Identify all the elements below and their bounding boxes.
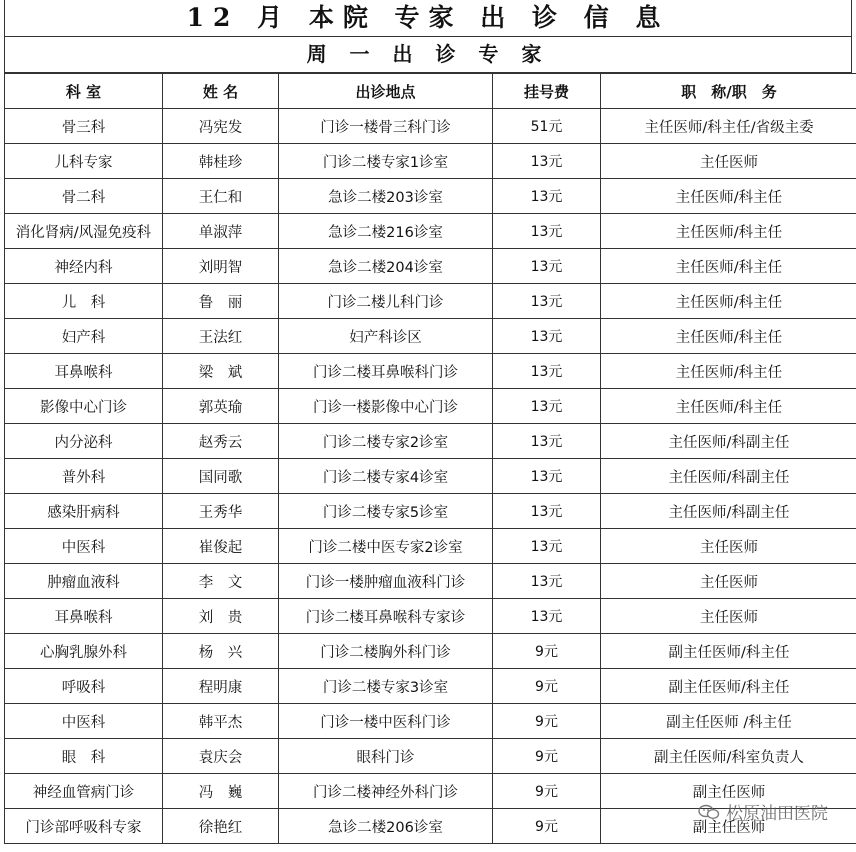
row-dept: 耳鼻喉科: [5, 599, 163, 634]
row-fee: 9元: [493, 669, 601, 704]
row-fee: 9元: [493, 739, 601, 774]
row-name: 刘明智: [163, 249, 279, 284]
table-row: [5, 354, 856, 389]
row-name: 程明康: [163, 669, 279, 704]
row-name: 刘 贵: [163, 599, 279, 634]
row-location: 门诊二楼儿科门诊: [279, 284, 493, 319]
row-dept: 眼 科: [5, 739, 163, 774]
row-name: 冯 巍: [163, 774, 279, 809]
row-dept: 神经内科: [5, 249, 163, 284]
row-dept: 中医科: [5, 704, 163, 739]
header-fee: 挂号费: [493, 74, 601, 109]
wechat-icon: [698, 804, 720, 820]
row-fee: 13元: [493, 214, 601, 249]
page-title: 12 月 本院 专家 出 诊 信 息: [4, 0, 852, 37]
row-name: 韩桂珍: [163, 144, 279, 179]
row-fee: 13元: [493, 319, 601, 354]
row-name: 国同歌: [163, 459, 279, 494]
schedule-sheet: [4, 0, 852, 844]
row-title: 副主任医师/科主任: [601, 669, 856, 704]
table-row: [5, 494, 856, 529]
row-dept: 感染肝病科: [5, 494, 163, 529]
header-name: 姓 名: [163, 74, 279, 109]
table-row: [5, 249, 856, 284]
header-location: 出诊地点: [279, 74, 493, 109]
table-row: [5, 424, 856, 459]
table-body: [5, 109, 856, 844]
row-location: 门诊一楼骨三科门诊: [279, 109, 493, 144]
row-dept: 骨二科: [5, 179, 163, 214]
row-title: 主任医师: [601, 529, 856, 564]
row-location: 眼科门诊: [279, 739, 493, 774]
row-location: 急诊二楼216诊室: [279, 214, 493, 249]
section-subtitle: 周 一 出 诊 专 家: [4, 37, 852, 73]
row-name: 赵秀云: [163, 424, 279, 459]
table-row: [5, 284, 856, 319]
row-dept: 肿瘤血液科: [5, 564, 163, 599]
row-location: 急诊二楼206诊室: [279, 809, 493, 844]
watermark-text: 松原油田医院: [726, 804, 828, 824]
row-fee: 13元: [493, 564, 601, 599]
table-row: [5, 634, 856, 669]
row-title: 主任医师/科主任: [601, 214, 856, 249]
row-location: 门诊二楼专家4诊室: [279, 459, 493, 494]
row-dept: 中医科: [5, 529, 163, 564]
row-name: 韩平杰: [163, 704, 279, 739]
row-fee: 13元: [493, 494, 601, 529]
table-row: [5, 109, 856, 144]
row-location: 门诊二楼专家5诊室: [279, 494, 493, 529]
row-title: 主任医师/科主任: [601, 389, 856, 424]
row-name: 郭英瑜: [163, 389, 279, 424]
row-dept: 耳鼻喉科: [5, 354, 163, 389]
row-dept: 心胸乳腺外科: [5, 634, 163, 669]
row-dept: 神经血管病门诊: [5, 774, 163, 809]
row-dept: 门诊部呼吸科专家: [5, 809, 163, 844]
row-name: 鲁 丽: [163, 284, 279, 319]
row-title: 主任医师: [601, 144, 856, 179]
table-row: [5, 389, 856, 424]
row-dept: 呼吸科: [5, 669, 163, 704]
row-name: 李 文: [163, 564, 279, 599]
row-title: 主任医师/科主任: [601, 284, 856, 319]
row-fee: 9元: [493, 704, 601, 739]
row-location: 门诊二楼胸外科门诊: [279, 634, 493, 669]
table-row: [5, 214, 856, 249]
row-fee: 13元: [493, 354, 601, 389]
row-title: 主任医师/科副主任: [601, 424, 856, 459]
row-dept: 儿科专家: [5, 144, 163, 179]
row-title: 主任医师: [601, 564, 856, 599]
row-location: 急诊二楼204诊室: [279, 249, 493, 284]
row-dept: 儿 科: [5, 284, 163, 319]
row-location: 妇产科诊区: [279, 319, 493, 354]
row-title: 副主任医师 /科主任: [601, 704, 856, 739]
row-title: 副主任医师/科室负责人: [601, 739, 856, 774]
row-name: 徐艳红: [163, 809, 279, 844]
row-fee: 13元: [493, 599, 601, 634]
row-name: 袁庆会: [163, 739, 279, 774]
row-title: 主任医师/科主任: [601, 249, 856, 284]
row-dept: 妇产科: [5, 319, 163, 354]
table-row: [5, 179, 856, 214]
row-name: 崔俊起: [163, 529, 279, 564]
table-row: [5, 564, 856, 599]
row-location: 门诊二楼耳鼻喉科专家诊: [279, 599, 493, 634]
header-title: 职 称/职 务: [601, 74, 856, 109]
row-name: 杨 兴: [163, 634, 279, 669]
table-row: [5, 319, 856, 354]
row-fee: 13元: [493, 529, 601, 564]
row-location: 门诊二楼神经外科门诊: [279, 774, 493, 809]
row-title: 副主任医师: [601, 809, 856, 844]
row-fee: 13元: [493, 144, 601, 179]
row-fee: 13元: [493, 179, 601, 214]
row-name: 王法红: [163, 319, 279, 354]
row-fee: 13元: [493, 459, 601, 494]
schedule-table: [4, 73, 856, 844]
row-location: 门诊二楼专家3诊室: [279, 669, 493, 704]
row-fee: 9元: [493, 809, 601, 844]
table-row: [5, 529, 856, 564]
watermark: [698, 799, 828, 824]
row-title: 主任医师: [601, 599, 856, 634]
row-dept: 消化肾病/风湿免疫科: [5, 214, 163, 249]
row-title: 主任医师/科主任: [601, 319, 856, 354]
row-location: 门诊一楼中医科门诊: [279, 704, 493, 739]
table-row: [5, 669, 856, 704]
row-location: 门诊二楼专家1诊室: [279, 144, 493, 179]
row-location: 门诊二楼耳鼻喉科门诊: [279, 354, 493, 389]
row-fee: 13元: [493, 249, 601, 284]
table-row: [5, 144, 856, 179]
row-title: 主任医师/科副主任: [601, 459, 856, 494]
row-dept: 影像中心门诊: [5, 389, 163, 424]
row-location: 门诊二楼中医专家2诊室: [279, 529, 493, 564]
row-title: 主任医师/科副主任: [601, 494, 856, 529]
row-fee: 13元: [493, 389, 601, 424]
row-fee: 13元: [493, 424, 601, 459]
row-fee: 9元: [493, 774, 601, 809]
table-row: [5, 739, 856, 774]
row-title: 主任医师/科主任: [601, 354, 856, 389]
row-name: 王仁和: [163, 179, 279, 214]
table-header-row: [5, 74, 856, 109]
row-fee: 13元: [493, 284, 601, 319]
row-dept: 内分泌科: [5, 424, 163, 459]
row-dept: 骨三科: [5, 109, 163, 144]
row-location: 门诊一楼肿瘤血液科门诊: [279, 564, 493, 599]
row-title: 副主任医师: [601, 774, 856, 809]
row-fee: 51元: [493, 109, 601, 144]
row-location: 急诊二楼203诊室: [279, 179, 493, 214]
row-fee: 9元: [493, 634, 601, 669]
row-dept: 普外科: [5, 459, 163, 494]
row-title: 副主任医师/科主任: [601, 634, 856, 669]
table-row: [5, 599, 856, 634]
row-name: 冯宪发: [163, 109, 279, 144]
row-name: 王秀华: [163, 494, 279, 529]
row-location: 门诊二楼专家2诊室: [279, 424, 493, 459]
table-row: [5, 459, 856, 494]
row-name: 梁 斌: [163, 354, 279, 389]
header-dept: 科 室: [5, 74, 163, 109]
row-location: 门诊一楼影像中心门诊: [279, 389, 493, 424]
row-name: 单淑萍: [163, 214, 279, 249]
row-title: 主任医师/科主任: [601, 179, 856, 214]
row-title: 主任医师/科主任/省级主委: [601, 109, 856, 144]
table-row: [5, 704, 856, 739]
